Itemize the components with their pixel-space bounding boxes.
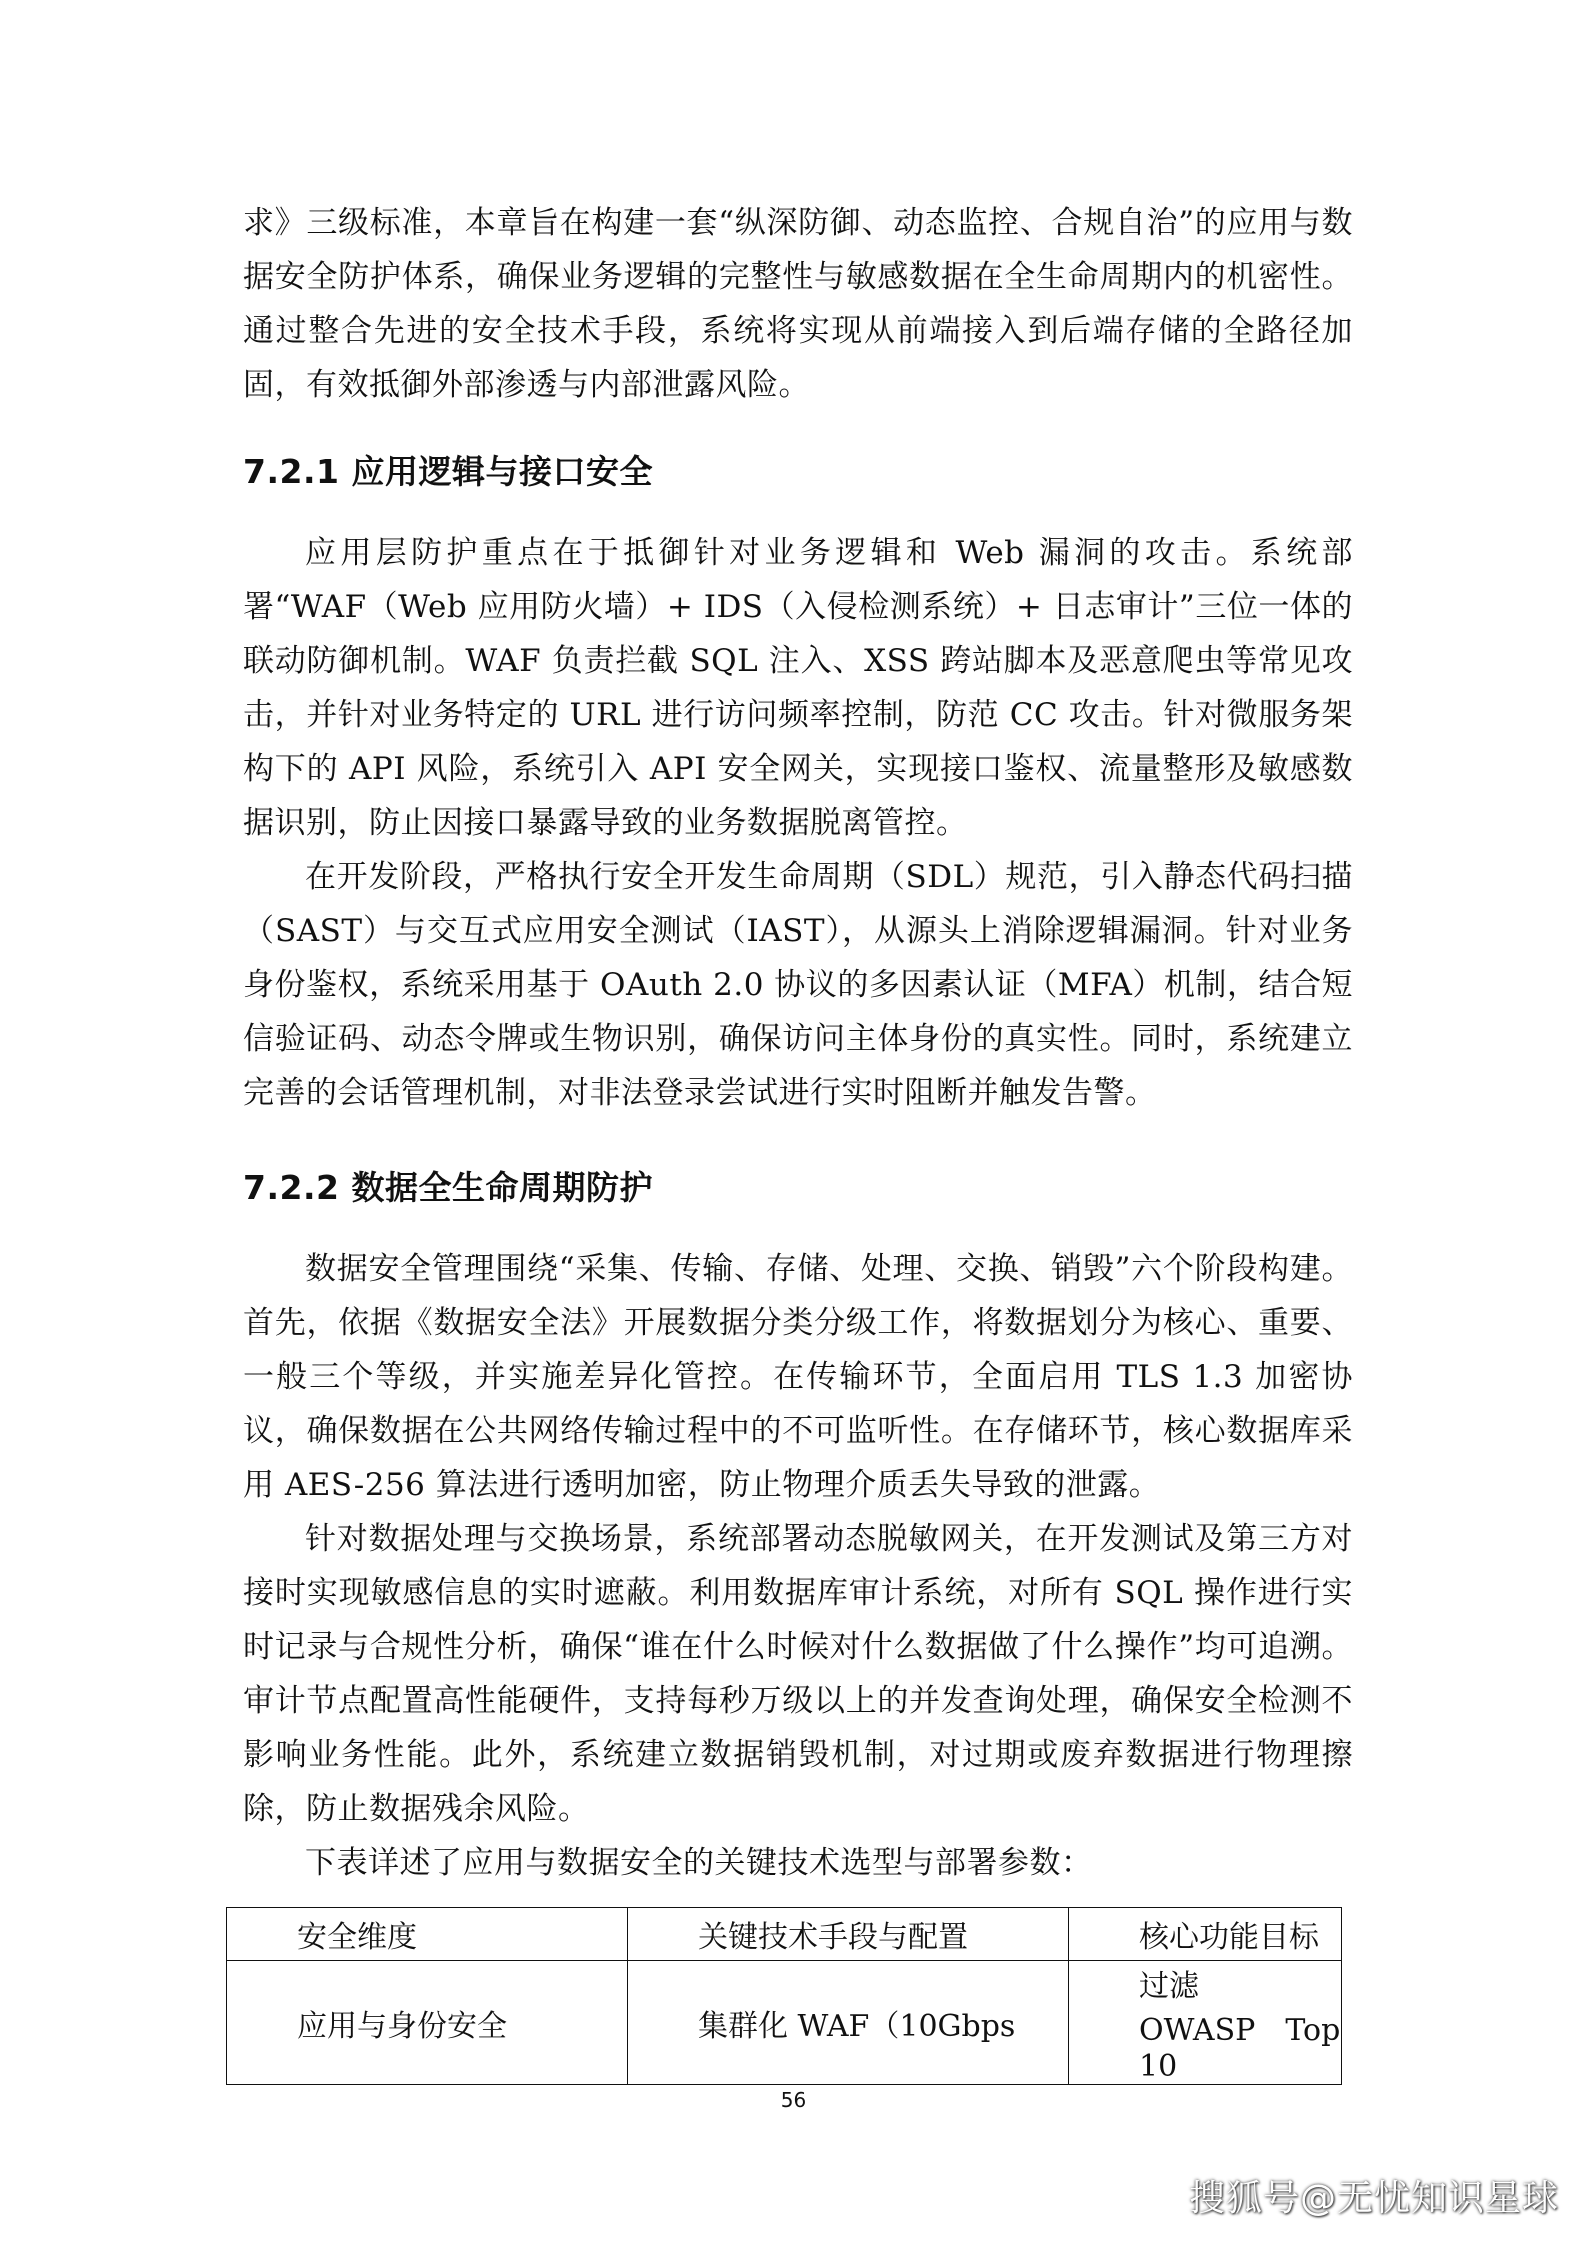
section-heading-7-2-2: 7.2.2 数据全生命周期防护 bbox=[243, 1168, 653, 1207]
section-7-2-2-paragraph-1: 数据安全管理围绕“采集、传输、存储、处理、交换、销毁”六个阶段构建。首先，依据《数据安全法》开展数据分类分级工作，将数据划分为核心、重要、一般三个等级，并实施差异化管控。在传输环节，全面启用 TLS 1.3 加密协议，确保数据在公共网络传输过程中的不可监听性。在存储环节，核心数据库采用 AES-256 算法进行透明加密，防止物理介质丢失导致的泄露。 bbox=[243, 1251, 1353, 1503]
table-header-cell: 安全维度 bbox=[227, 1908, 628, 1961]
table-header-row bbox=[227, 1908, 1342, 1961]
page-number: 56 bbox=[780, 2088, 807, 2112]
page-content bbox=[243, 196, 1353, 1890]
security-spec-table bbox=[226, 1907, 1371, 2085]
table-header-cell: 核心功能目标 bbox=[1069, 1908, 1342, 1961]
watermark: 搜狐号@无忧知识星球 bbox=[1188, 2178, 1559, 2219]
table-cell: 过滤 OWASP Top 10 bbox=[1069, 1961, 1342, 2085]
table-cell: 集群化 WAF（10Gbps bbox=[628, 1961, 1069, 2085]
table-header-cell: 关键技术手段与配置 bbox=[628, 1908, 1069, 1961]
section-heading-7-2-1: 7.2.1 应用逻辑与接口安全 bbox=[243, 452, 653, 491]
section-7-2-2-paragraph-2: 针对数据处理与交换场景，系统部署动态脱敏网关，在开发测试及第三方对接时实现敏感信息的实时遮蔽。利用数据库审计系统，对所有 SQL 操作进行实时记录与合规性分析，确保“谁在什么时候对什么数据做了什么操作”均可追溯。审计节点配置高性能硬件，支持每秒万级以上的并发查询处理，确保安全检测不影响业务性能。此外，系统建立数据销毁机制，对过期或废弃数据进行物理擦除，防止数据残余风险。 bbox=[243, 1521, 1353, 1827]
table-row bbox=[227, 1961, 1342, 2085]
intro-paragraph: 求》三级标准，本章旨在构建一套“纵深防御、动态监控、合规自治”的应用与数据安全防护体系，确保业务逻辑的完整性与敏感数据在全生命周期内的机密性。通过整合先进的安全技术手段，系统将实现从前端接入到后端存储的全路径加固，有效抵御外部渗透与内部泄露风险。 bbox=[243, 205, 1353, 403]
section-7-2-1-paragraph-2: 在开发阶段，严格执行安全开发生命周期（SDL）规范，引入静态代码扫描（SAST）与交互式应用安全测试（IAST），从源头上消除逻辑漏洞。针对业务身份鉴权，系统采用基于 OAuth 2.0 协议的多因素认证（MFA）机制，结合短信验证码、动态令牌或生物识别，确保访问主体身份的真实性。同时，系统建立完善的会话管理机制，对非法登录尝试进行实时阻断并触发告警。 bbox=[243, 859, 1353, 1111]
table-cell: 应用与身份安全 bbox=[227, 1961, 628, 2085]
section-7-2-1-paragraph-1: 应用层防护重点在于抵御针对业务逻辑和 Web 漏洞的攻击。系统部署“WAF（Web 应用防火墙）+ IDS（入侵检测系统）+ 日志审计”三位一体的联动防御机制。WAF 负责拦截 SQL 注入、XSS 跨站脚本及恶意爬虫等常见攻击，并针对业务特定的 URL 进行访问频率控制，防范 CC 攻击。针对微服务架构下的 API 风险，系统引入 API 安全网关，实现接口鉴权、流量整形及敏感数据识别，防止因接口暴露导致的业务数据脱离管控。 bbox=[243, 535, 1353, 841]
table-intro-paragraph: 下表详述了应用与数据安全的关键技术选型与部署参数： bbox=[305, 1845, 1093, 1881]
